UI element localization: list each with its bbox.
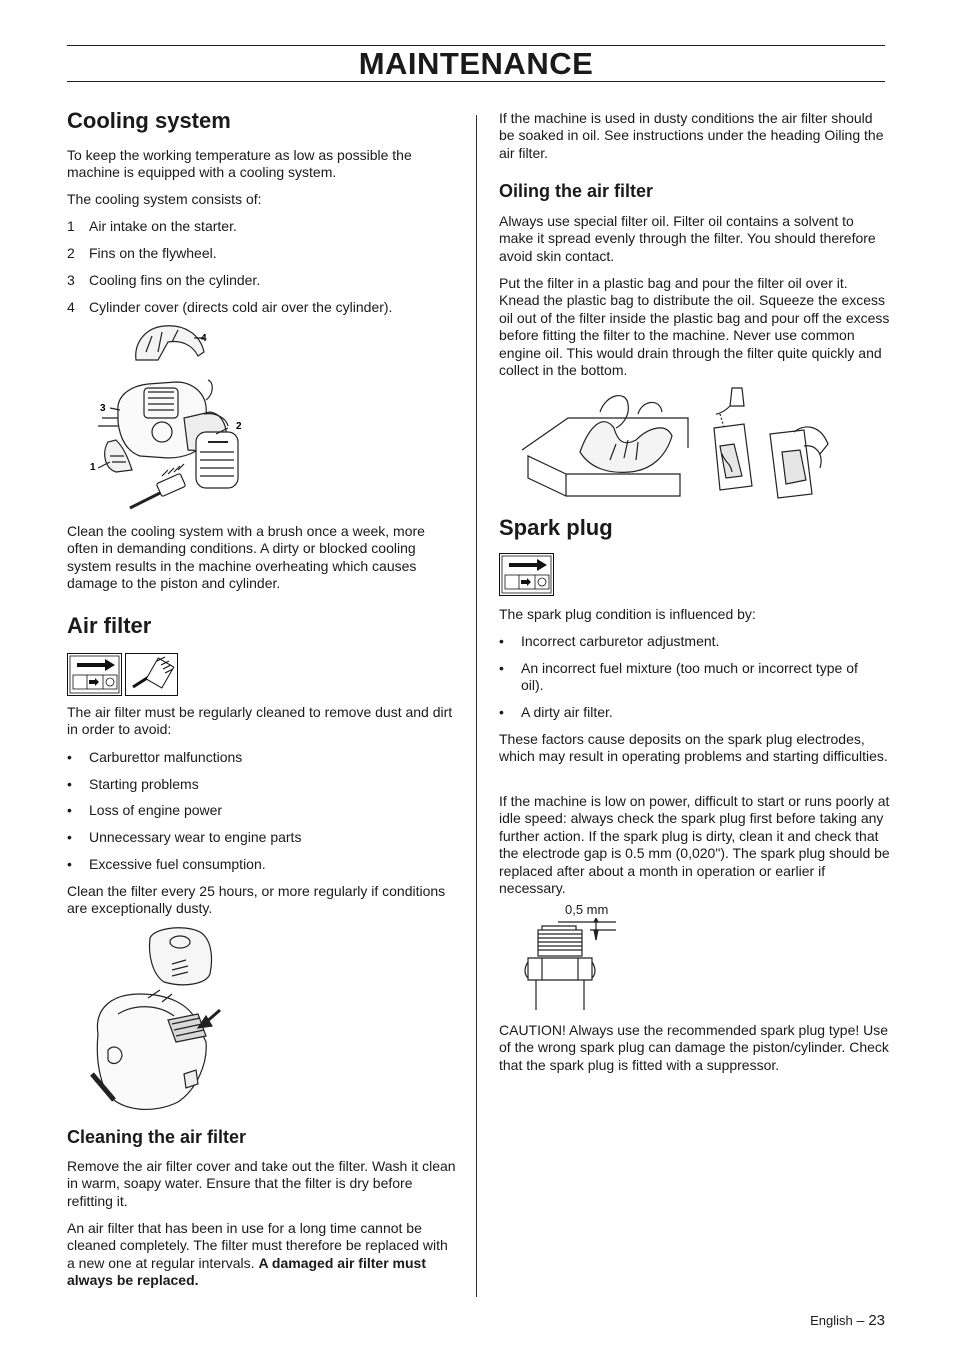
cleaning-heading: Cleaning the air filter: [67, 1127, 247, 1147]
footer-dash: –: [856, 1312, 865, 1328]
cooling-intro: To keep the working temperature as low as possible the machine is equipped with a cooling system.: [67, 147, 412, 181]
spark-low-power: If the machine is low on power, difficult to start or runs poorly at idle speed: always check the spark plug first before taking any further action. If the spark plug is dirty, clean it and check that the electrode gap is 0.5 mm (0,020"). The spark plug should be replaced after about a month in operation or earlier if necessary.: [499, 793, 890, 897]
spark-caution: CAUTION! Always use the recommended spark plug type! Use of the wrong spark plug can damage the piston/cylinder. Check that the spark plug is fitted with a suppressor.: [499, 1022, 889, 1073]
maintenance-symbol-icon: [67, 653, 123, 697]
oiling-heading: Oiling the air filter: [499, 181, 654, 201]
air-filter-clean-every: Clean the filter every 25 hours, or more regularly if conditions are exceptionally dusty.: [67, 883, 446, 917]
cooling-heading: Cooling system: [67, 108, 231, 133]
page-footer: [810, 1312, 885, 1329]
spark-deposits: These factors cause deposits on the spark plug electrodes, which may result in operating problems and starting difficulties.: [499, 731, 888, 765]
spark-plug-illustration: [520, 918, 620, 1010]
page-number: 23: [868, 1312, 885, 1329]
spark-plug-heading: Spark plug: [499, 515, 613, 540]
oiling-p2: Put the filter in a plastic bag and pour the filter oil over it. Knead the plastic bag to distribute the oil. Squeeze the excess oil out of the filter inside the plastic bag and pour off the excess before fitting the filter to the machine. Never use common engine oil. This would drain through the filter quite quickly and collect in the bottom.: [499, 275, 890, 379]
column-divider: [476, 115, 477, 1297]
spark-plug-symbol-icon: [499, 553, 555, 597]
cleaning-p2: An air filter that has been in use for a long time cannot be cleaned completely. The filter must therefore be replaced with a new one at regular intervals. A damaged air filter must always be replaced.: [67, 1220, 448, 1289]
callout-2: 2: [236, 421, 242, 432]
page-title: MAINTENANCE: [358, 46, 594, 81]
air-filter-intro: The air filter must be regularly cleaned to remove dust and dirt in order to avoid:: [67, 704, 453, 738]
cleaning-p2-bold: A damaged air filter must always be replaced.: [67, 1254, 426, 1289]
callout-4: 4: [201, 333, 207, 344]
oiling-p1: Always use special filter oil. Filter oil contains a solvent to make it spread evenly through the filter. You should therefore avoid skin contact.: [499, 213, 876, 264]
header-bottom-rule: [67, 81, 885, 82]
cooling-clean-text: Clean the cooling system with a brush once a week, more often in demanding conditions. A dirty or blocked cooling system results in the machine overheating which causes damage to the piston and cylinder.: [67, 523, 425, 592]
callout-1: 1: [90, 462, 96, 473]
cleaning-p1: Remove the air filter cover and take out the filter. Wash it clean in warm, soapy water. Ensure that the filter is dry before refitting it.: [67, 1158, 456, 1209]
air-filter-illustration: [88, 924, 228, 1116]
dusty-conditions-text: If the machine is used in dusty conditions the air filter should be soaked in oil. See instructions under the heading Oiling the air filter.: [499, 110, 884, 161]
cooling-system-illustration: [88, 322, 258, 514]
cooling-consists: The cooling system consists of:: [67, 191, 262, 207]
spark-intro: The spark plug condition is influenced by:: [499, 606, 756, 622]
brush-symbol-icon: [125, 653, 179, 697]
footer-language: English: [810, 1313, 853, 1328]
gap-label: 0,5 mm: [565, 902, 609, 917]
callout-3: 3: [100, 403, 106, 414]
air-filter-heading: Air filter: [67, 613, 152, 638]
oiling-illustration: [520, 384, 840, 500]
